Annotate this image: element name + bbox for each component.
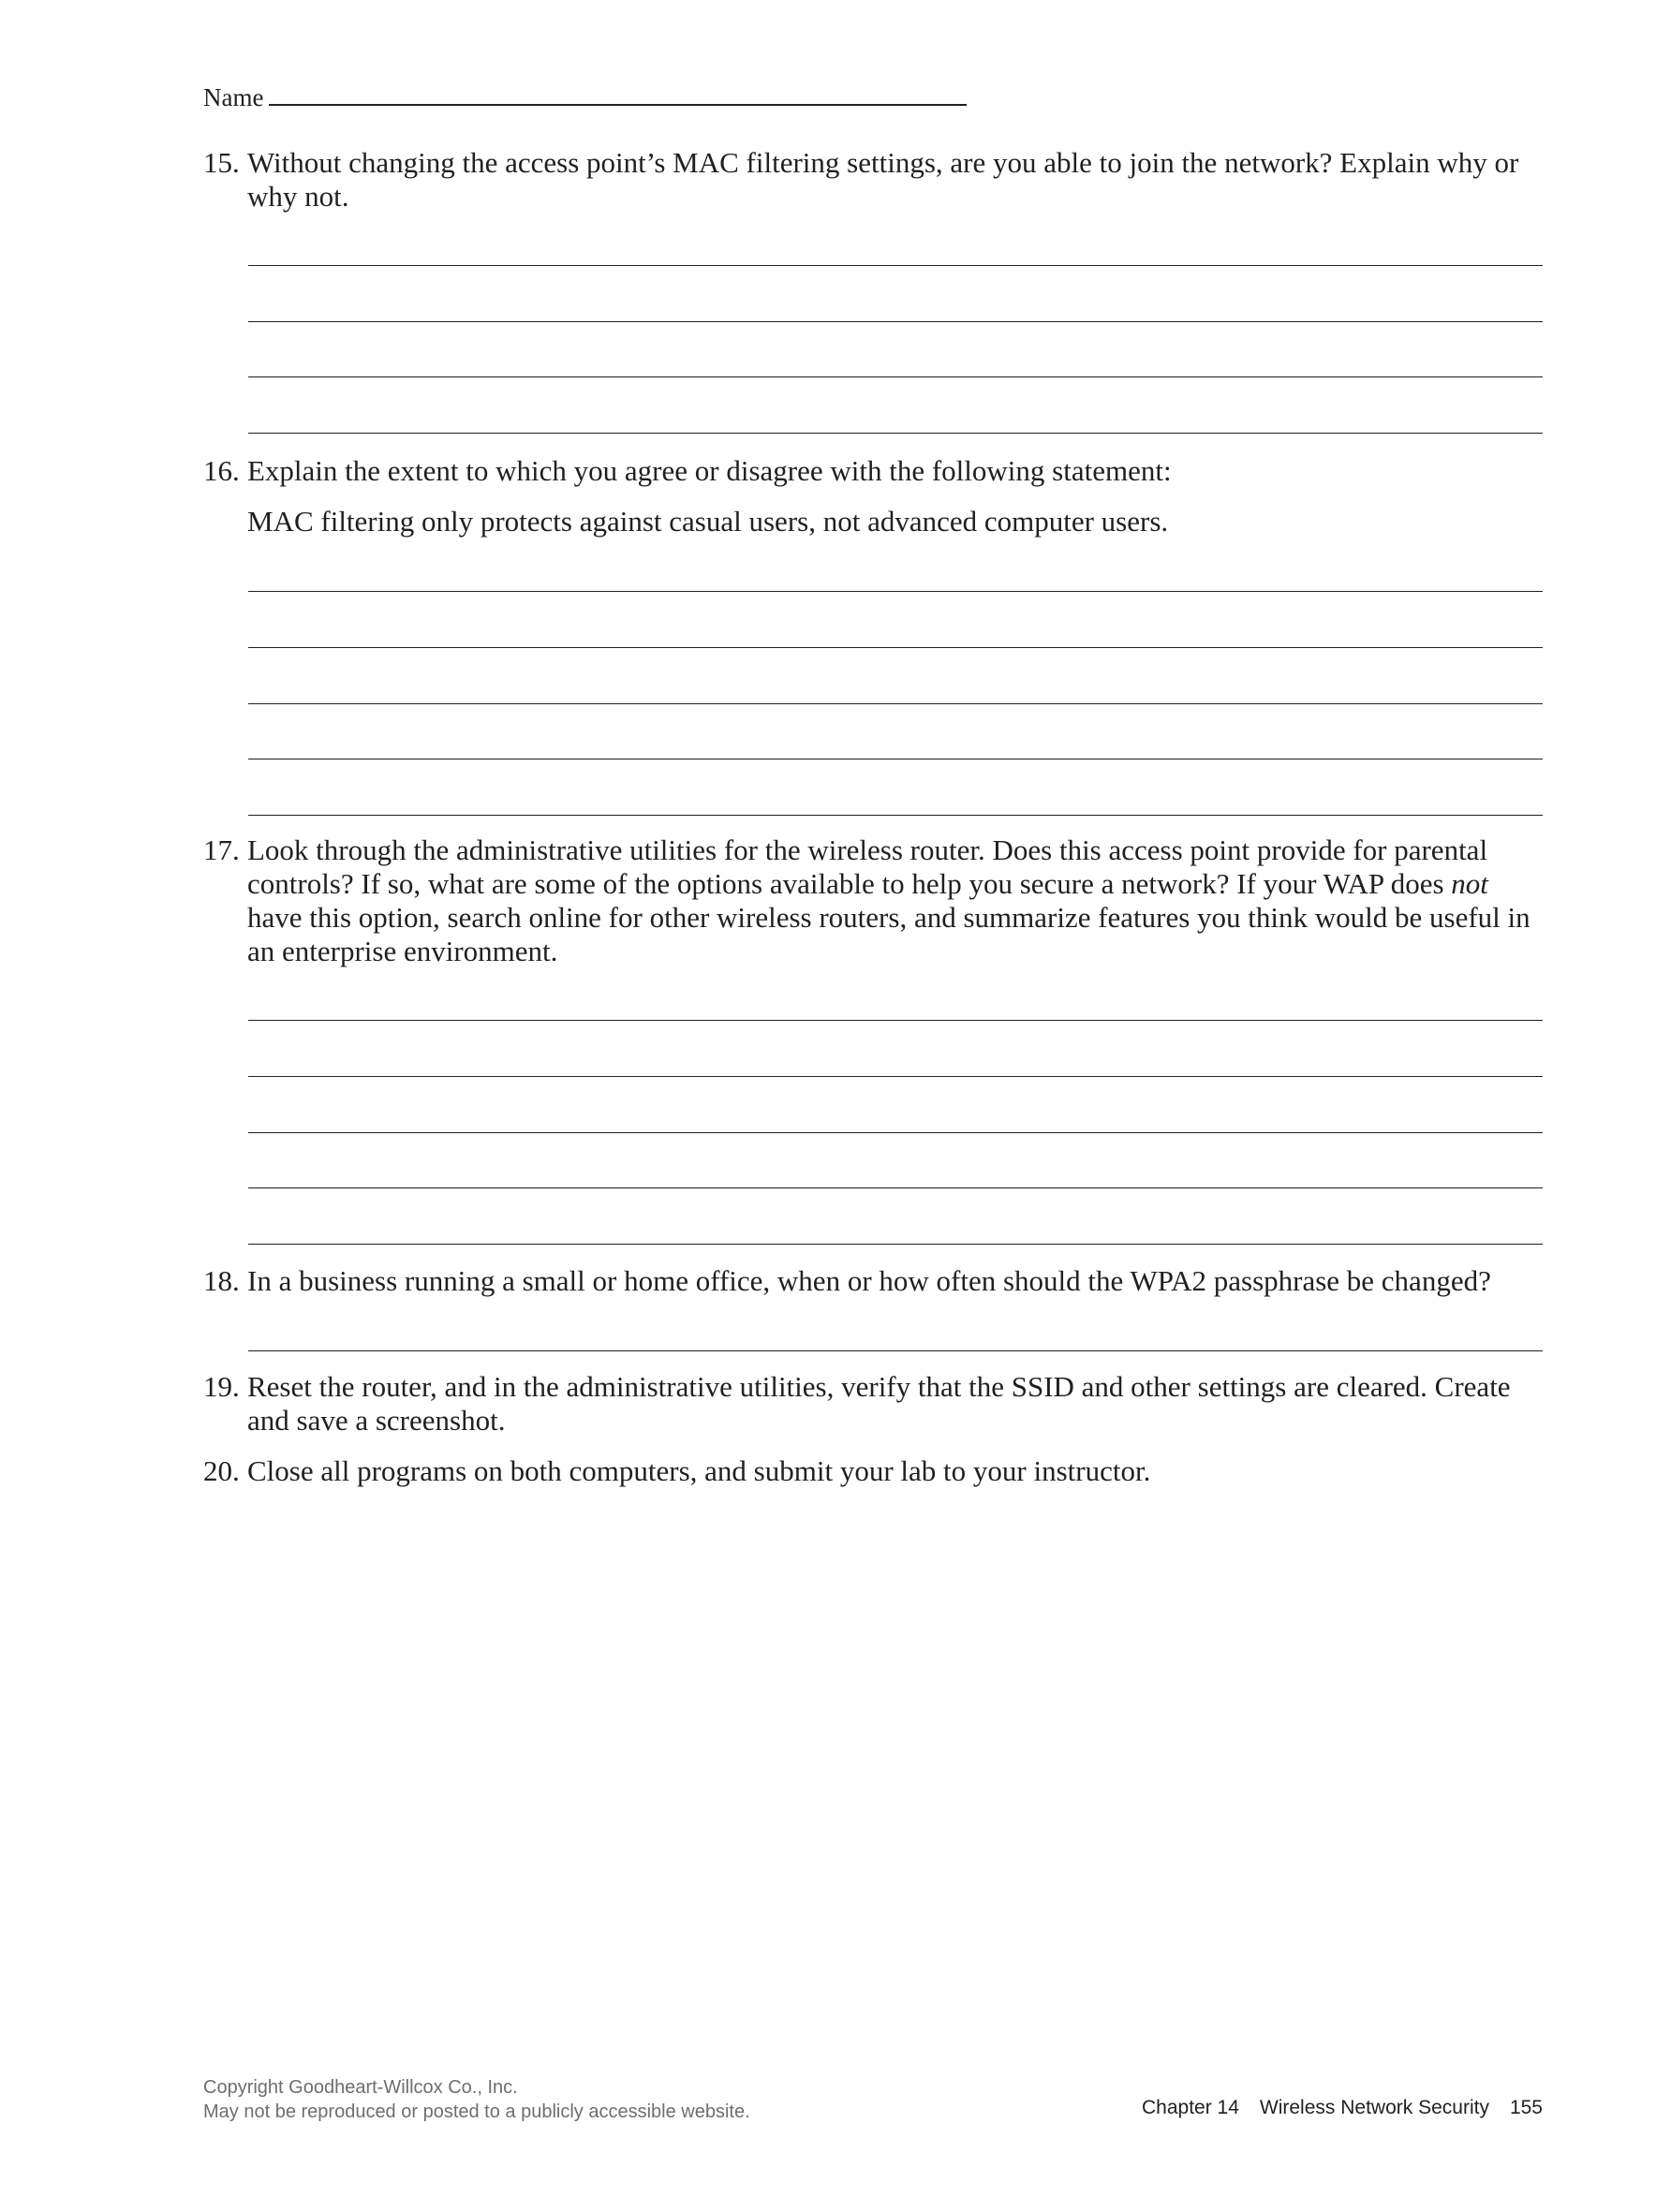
answer-line[interactable]: [248, 376, 1543, 377]
question-20: [203, 1454, 1543, 1488]
question-number: 17.: [203, 833, 240, 866]
name-blank[interactable]: [269, 80, 967, 106]
question-text-part: have this option, search online for other wireless routers, and summarize features you think would be useful in an enterprise environment.: [247, 901, 1531, 967]
chapter-number: Chapter 14: [1141, 2097, 1239, 2118]
name-field: [203, 79, 967, 116]
answer-line[interactable]: [248, 1020, 1543, 1021]
question-number: 18.: [203, 1264, 240, 1297]
copyright-notice: [203, 2075, 750, 2124]
name-label: Name: [203, 83, 264, 111]
chapter-title: Wireless Network Security: [1259, 2097, 1489, 2118]
answer-line[interactable]: [248, 1132, 1543, 1133]
question-16: [203, 454, 1543, 538]
question-19: [203, 1370, 1543, 1438]
question-text: Close all programs on both computers, and submit your lab to your instructor.: [247, 1454, 1151, 1487]
copyright-line: May not be reproduced or posted to a publicly accessible website.: [203, 2101, 750, 2122]
page-footer: [1142, 2096, 1543, 2120]
answer-line[interactable]: [248, 591, 1543, 592]
question-17: [203, 833, 1543, 968]
answer-line[interactable]: [248, 815, 1543, 816]
answer-line[interactable]: [248, 1076, 1543, 1077]
question-number: 15.: [203, 146, 240, 179]
answer-line[interactable]: [248, 321, 1543, 322]
answer-line[interactable]: [248, 647, 1543, 648]
question-statement: MAC filtering only protects against casual users, not advanced computer users.: [247, 505, 1169, 538]
question-text: Reset the router, and in the administrative utilities, verify that the SSID and other settings are cleared. Create and save a screenshot.: [247, 1370, 1511, 1437]
question-number: 19.: [203, 1370, 240, 1403]
answer-line[interactable]: [248, 703, 1543, 704]
answer-line[interactable]: [248, 1187, 1543, 1188]
question-text: Explain the extent to which you agree or disagree with the following statement:: [247, 454, 1172, 487]
answer-line[interactable]: [248, 433, 1543, 434]
question-text: In a business running a small or home office, when or how often should the WPA2 passphrase be changed?: [247, 1264, 1491, 1297]
question-number: 20.: [203, 1454, 240, 1487]
question-text: Without changing the access point’s MAC filtering settings, are you able to join the network? Explain why or why not.: [247, 146, 1519, 213]
question-text-part: Look through the administrative utilities for the wireless router. Does this access point provide for parental controls? If so, what are some of the options available to help you secure a network? If your WAP does: [247, 833, 1488, 900]
question-text: [247, 833, 1543, 968]
question-number: 16.: [203, 454, 240, 487]
question-15: [203, 146, 1543, 214]
answer-line[interactable]: [248, 265, 1543, 266]
page-number: 155: [1509, 2097, 1543, 2118]
question-18: [203, 1264, 1543, 1298]
emphasis: not: [1451, 867, 1488, 900]
copyright-line: Copyright Goodheart-Willcox Co., Inc.: [203, 2077, 518, 2098]
answer-line[interactable]: [248, 1244, 1543, 1245]
answer-line[interactable]: [248, 1350, 1543, 1351]
